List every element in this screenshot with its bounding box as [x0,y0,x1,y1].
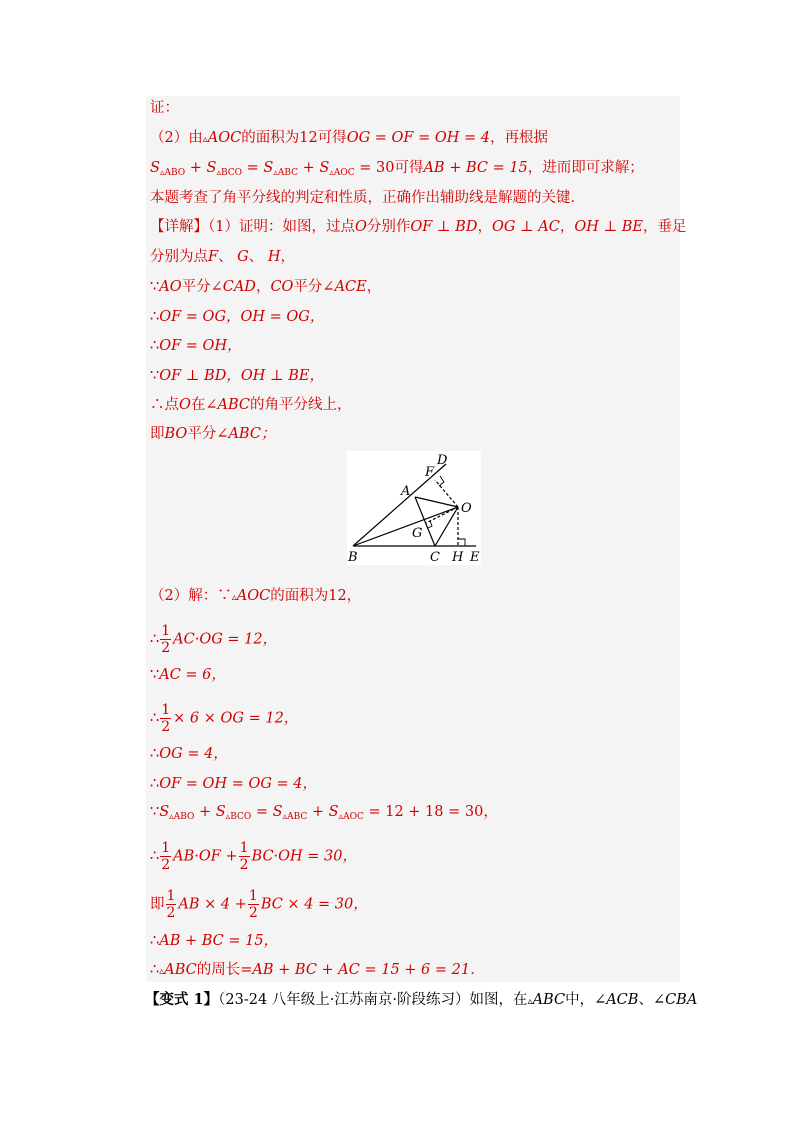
fraction-half: $\frac{1}{2}$ [161,623,171,656]
label-E: E [470,550,480,565]
label-G: G [412,526,423,541]
line-6: 分别为点F、 G、 H， [150,249,296,265]
line-21: 即 $\frac{1}{2}$ AB × 4 + $\frac{1}{2}$ BC × 4 = 30， [150,888,368,921]
line-15: ∵AC = 6， [150,667,226,683]
line-2: （2）由▵AOC的面积为12可得OG = OF = OH = 4，再根据 [150,130,548,146]
line-9: ∴OF = OH， [150,338,242,354]
line-22: ∴AB + BC = 15， [150,933,279,949]
label-D: D [437,453,448,468]
segment-BO [353,507,458,546]
line-7: ∵AO平分∠CAD，CO平分∠ACE， [150,279,382,295]
line-16: ∴ $\frac{1}{2}$ × 6 × OG = 12， [150,702,299,735]
variant-question-line: 【变式 1】（23-24 八年级上·江苏南京·阶段练习）如图，在▵ABC中，∠ACB、∠CBA [145,991,698,1008]
fraction-half: $\frac{1}{2}$ [248,888,258,921]
fraction-half: $\frac{1}{2}$ [239,840,249,873]
line-20: ∴ $\frac{1}{2}$ AB·OF + $\frac{1}{2}$ BC·OH = 30， [150,840,358,873]
line-14: ∴ $\frac{1}{2}$ AC·OG = 12， [150,623,278,656]
line-11: ∴点O在∠ABC的角平分线上， [150,397,352,413]
line-17: ∴OG = 4， [150,746,228,762]
label-A: A [401,484,411,499]
line-5: 【详解】（1）证明：如图，过点O分别作OF ⊥ BD，OG ⊥ AC，OH ⊥ BE，垂足 [150,219,687,235]
right-angle-F [439,476,444,486]
right-angle-H [458,539,465,546]
segment-AO [415,497,458,507]
line-4: 本题考查了角平分线的判定和性质，正确作出辅助线是解题的关键． [150,190,585,206]
right-angle-G [428,521,432,528]
label-C: C [430,550,440,565]
fraction-half: $\frac{1}{2}$ [161,702,171,735]
label-O: O [461,501,472,516]
variant-tag: 【变式 1】 [145,991,219,1008]
line-12: 即BO平分∠ABC； [150,426,276,442]
label-F: F [425,465,435,480]
line-19: $\because S_{▵ABO} + S_{▵BCO} = S_{▵ABC} + S_{▵AOC} = 12 + 18 = 30$， [150,804,498,822]
line-18: ∴OF = OH = OG = 4， [150,776,318,792]
label-H: H [452,550,464,565]
fraction-half: $\frac{1}{2}$ [161,840,171,873]
line-23: ∴▵ABC的周长=AB + BC + AC = 15 + 6 = 21． [150,962,485,978]
line-10: ∵OF ⊥ BD，OH ⊥ BE， [150,368,324,384]
line-13: （2）解：∵▵AOC的面积为12， [150,588,362,604]
line-1: 证： [150,100,179,116]
fraction-half: $\frac{1}{2}$ [166,888,176,921]
geometry-figure [347,451,481,565]
line-8: ∴OF = OG，OH = OG， [150,309,325,325]
line-3: $S_{▵ABO} + S_{▵BCO} = S_{▵ABC} + S_{▵AOC} = 30$可得AB + BC = 15，进而即可求解； [150,160,644,178]
label-B: B [348,550,358,565]
